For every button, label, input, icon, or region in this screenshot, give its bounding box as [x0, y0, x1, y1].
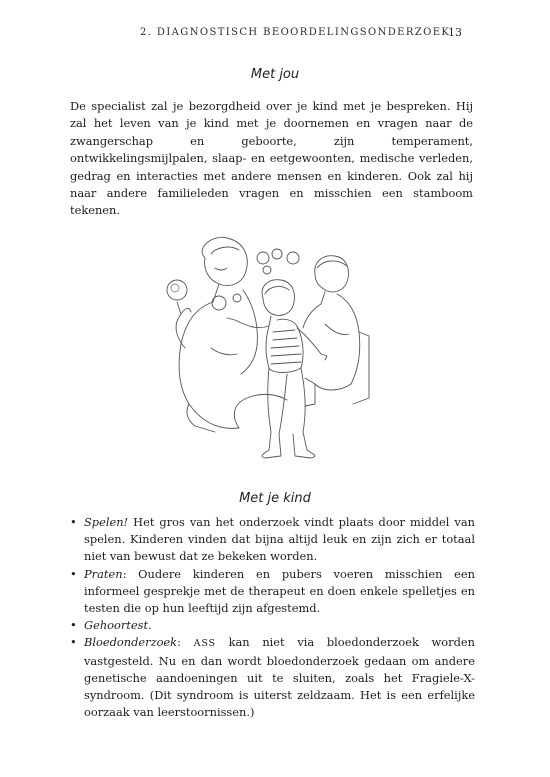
list-item-gehoortest — [70, 617, 475, 634]
list-item-term: Praten — [84, 566, 123, 581]
list-item-text: kan niet via bloedonderzoek worden vastgesteld. Nu en dan wordt bloedonderzoek gedaan om andere genetische aandoeningen uit te sluiten, zoals het Fragiele-X-syndroom. (Dit syndroom is uiterst zeldzaam. Het is een erfelijke oorzaak van leerstoornissen.) — [84, 635, 475, 720]
bullet-icon: • — [70, 515, 77, 529]
page-number: 13 — [448, 26, 462, 39]
pencil-sketch-adults-and-child-bubbles-icon — [155, 228, 375, 478]
bullet-icon: • — [70, 635, 77, 650]
list-item-spelen — [70, 514, 475, 566]
bullet-icon: • — [70, 566, 77, 581]
list-item-term: Gehoortest — [84, 618, 149, 633]
list-item-text: Het gros van het onderzoek vindt plaats door middel van spelen. Kinderen vinden dat bijna altijd leuk en zijn zich er totaal niet van bewust dat ze bekeken worden. — [84, 515, 475, 564]
list-item-bloedonderzoek — [70, 634, 475, 721]
list-item-praten — [70, 566, 475, 618]
list-item-term: Spelen! — [84, 515, 129, 529]
list-item-text-before: : — [177, 635, 194, 650]
bullet-icon: • — [70, 618, 77, 633]
section-heading-met-jou: Met jou — [250, 67, 300, 82]
abbreviation: ASS — [193, 638, 216, 650]
section-heading-met-je-kind: Met je kind — [239, 491, 311, 506]
list-item-text: : Oudere kinderen en pubers voeren misschien een informeel gesprekje met de therapeut en doen enkele spelletjes en testen die op hun leeftijd zijn afgestemd. — [84, 566, 475, 616]
paragraph-met-jou: De specialist zal je bezorgdheid over je kind met je bespreken. Hij zal het leven van je kind met je doornemen en vragen naar de zwangerschap en geboorte, zijn temperament, ontwikkelingsmijlpalen, slaap- en eetgewoonten, medische verleden, gedrag en interacties met andere mensen en kinderen. Ook zal hij naar andere familieleden vragen en misschien een stamboom tekenen. — [70, 99, 473, 218]
bullet-list — [70, 514, 475, 721]
running-head: 2. DIAGNOSTISCH BEOORDELINGSONDERZOEK — [140, 27, 451, 38]
list-item-term: Bloedonderzoek — [84, 635, 178, 650]
list-item-text: . — [148, 618, 152, 633]
